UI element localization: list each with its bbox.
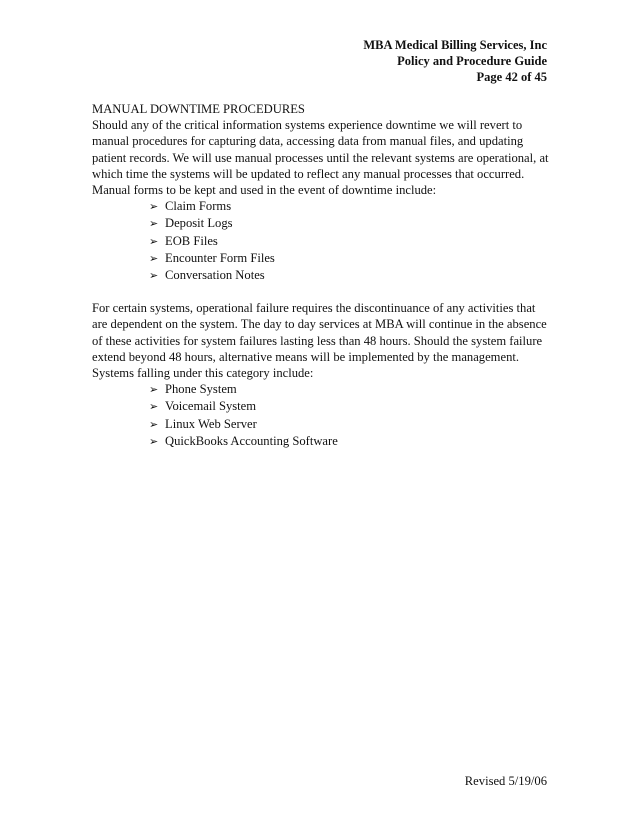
arrow-bullet-icon: ➢ (149, 235, 159, 248)
page-header (363, 37, 547, 85)
list-item: ➢ Deposit Logs (149, 215, 552, 232)
arrow-bullet-icon: ➢ (149, 418, 159, 431)
arrow-bullet-icon: ➢ (149, 201, 159, 214)
arrow-bullet-icon: ➢ (149, 270, 159, 283)
intro-paragraph: Should any of the critical information systems experience downtime we will revert to manual procedures for capturing data, accessing data from manual files, and updating patient records. We will use manual processes until the relevant systems are operational, at which time the systems will be updated to reflect any manual processes that occurred. Manual forms to be kept and used in the event of downtime include: (92, 118, 549, 198)
arrow-bullet-icon: ➢ (149, 252, 159, 265)
arrow-bullet-icon: ➢ (149, 384, 159, 397)
list-item: ➢ EOB Files (149, 233, 552, 250)
page-number: Page 42 of 45 (476, 70, 547, 84)
list-item: ➢ Claim Forms (149, 198, 552, 215)
forms-list (92, 198, 552, 284)
arrow-bullet-icon: ➢ (149, 218, 159, 231)
section-title: MANUAL DOWNTIME PROCEDURES (92, 102, 305, 116)
list-item: ➢ Linux Web Server (149, 416, 552, 433)
list-item: ➢ Phone System (149, 381, 552, 398)
failure-paragraph: For certain systems, operational failure requires the discontinuance of any activities that are dependent on the system. The day to day services at MBA will continue in the absence of these activities for system failures lasting less than 48 hours. Should the system failure extend beyond 48 hours, alternative means will be implemented by the management. Systems falling under this category include: (92, 301, 547, 381)
revised-date: Revised 5/19/06 (464, 774, 547, 788)
list-item: ➢ Voicemail System (149, 398, 552, 415)
arrow-bullet-icon: ➢ (149, 401, 159, 414)
list-item: ➢ QuickBooks Accounting Software (149, 433, 552, 450)
document-body (92, 101, 552, 450)
company-name: MBA Medical Billing Services, Inc (363, 38, 547, 52)
arrow-bullet-icon: ➢ (149, 435, 159, 448)
guide-title: Policy and Procedure Guide (397, 54, 547, 68)
list-item: ➢ Encounter Form Files (149, 250, 552, 267)
systems-list (92, 381, 552, 450)
list-item: ➢ Conversation Notes (149, 267, 552, 284)
